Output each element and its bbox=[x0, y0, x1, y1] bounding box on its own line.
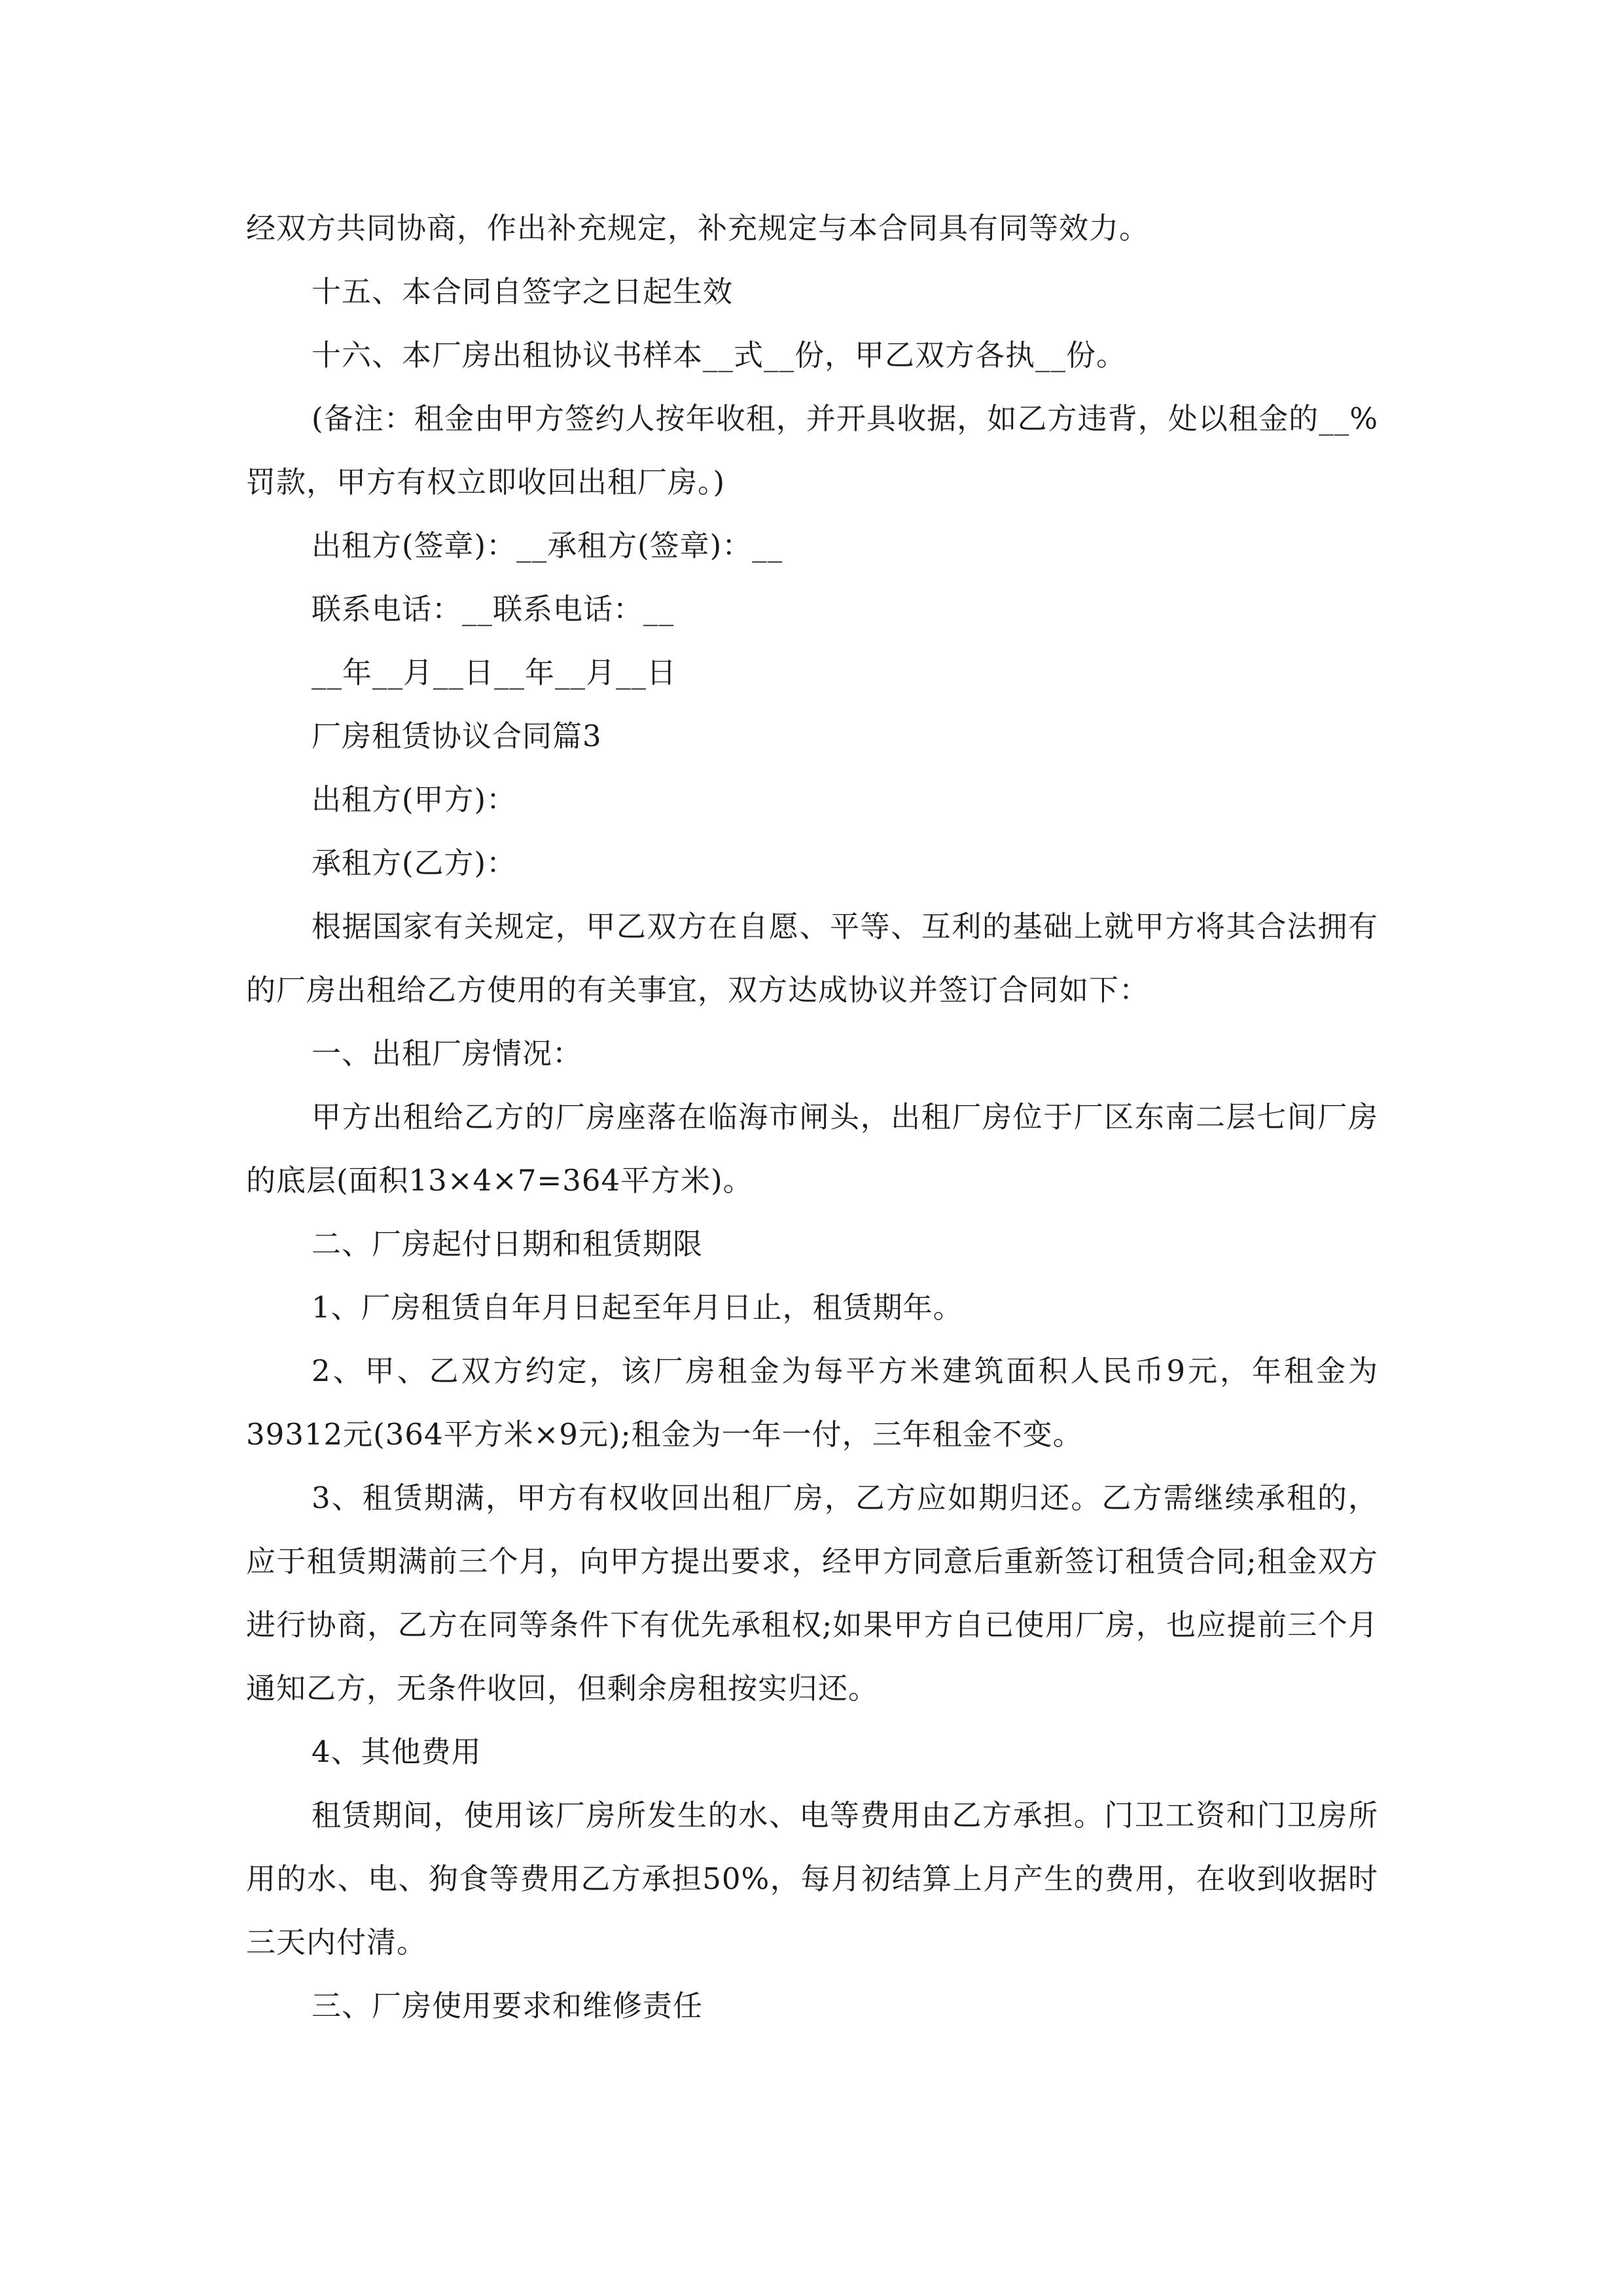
paragraph: 1、厂房租赁自年月日起至年月日止，租赁期年。 bbox=[312, 1290, 963, 1325]
paragraph: (备注：租金由甲方签约人按年收租，并开具收据，如乙方违背，处以租金的__%罚款，甲方有权立即收回出租厂房。) bbox=[246, 401, 1378, 499]
paragraph: 甲方出租给乙方的厂房座落在临海市闸头，出租厂房位于厂区东南二层七间厂房的底层(面积13×4×7=364平方米)。 bbox=[246, 1100, 1378, 1198]
clause-heading: 三、厂房使用要求和维修责任 bbox=[312, 1988, 704, 2023]
paragraph: 十六、本厂房出租协议书样本__式__份，甲乙双方各执__份。 bbox=[312, 338, 1127, 372]
paragraph: 根据国家有关规定，甲乙双方在自愿、平等、互利的基础上就甲方将其合法拥有的厂房出租给乙方使用的有关事宜，双方达成协议并签订合同如下： bbox=[246, 909, 1378, 1007]
document-body bbox=[246, 196, 1378, 2037]
clause-heading: 一、出租厂房情况： bbox=[312, 1036, 583, 1071]
clause-heading: 二、厂房起付日期和租赁期限 bbox=[312, 1227, 704, 1261]
paragraph: 2、甲、乙双方约定，该厂房租金为每平方米建筑面积人民币9元，年租金为39312元(364平方米×9元);租金为一年一付，三年租金不变。 bbox=[246, 1354, 1378, 1452]
clause-heading: 4、其他费用 bbox=[312, 1734, 482, 1769]
phone-line: 联系电话：__联系电话：__ bbox=[312, 592, 675, 626]
date-line: __年__月__日__年__月__日 bbox=[312, 655, 677, 690]
paragraph: 租赁期间，使用该厂房所发生的水、电等费用由乙方承担。门卫工资和门卫房所用的水、电、狗食等费用乙方承担50%，每月初结算上月产生的费用，在收到收据时三天内付清。 bbox=[246, 1798, 1378, 1960]
paragraph: 经双方共同协商，作出补充规定，补充规定与本合同具有同等效力。 bbox=[246, 211, 1150, 245]
party-b-line: 承租方(乙方)： bbox=[312, 846, 517, 880]
party-a-line: 出租方(甲方)： bbox=[312, 782, 517, 817]
paragraph: 十五、本合同自签字之日起生效 bbox=[312, 274, 734, 309]
signature-line: 出租方(签章)：__承租方(签章)：__ bbox=[312, 528, 783, 563]
section-title: 厂房租赁协议合同篇3 bbox=[312, 719, 602, 753]
paragraph: 3、租赁期满，甲方有权收回出租厂房，乙方应如期归还。乙方需继续承租的，应于租赁期满前三个月，向甲方提出要求，经甲方同意后重新签订租赁合同;租金双方进行协商，乙方在同等条件下有优先承租权;如果甲方自已使用厂房，也应提前三个月通知乙方，无条件收回，但剩余房租按实归还。 bbox=[246, 1480, 1378, 1706]
